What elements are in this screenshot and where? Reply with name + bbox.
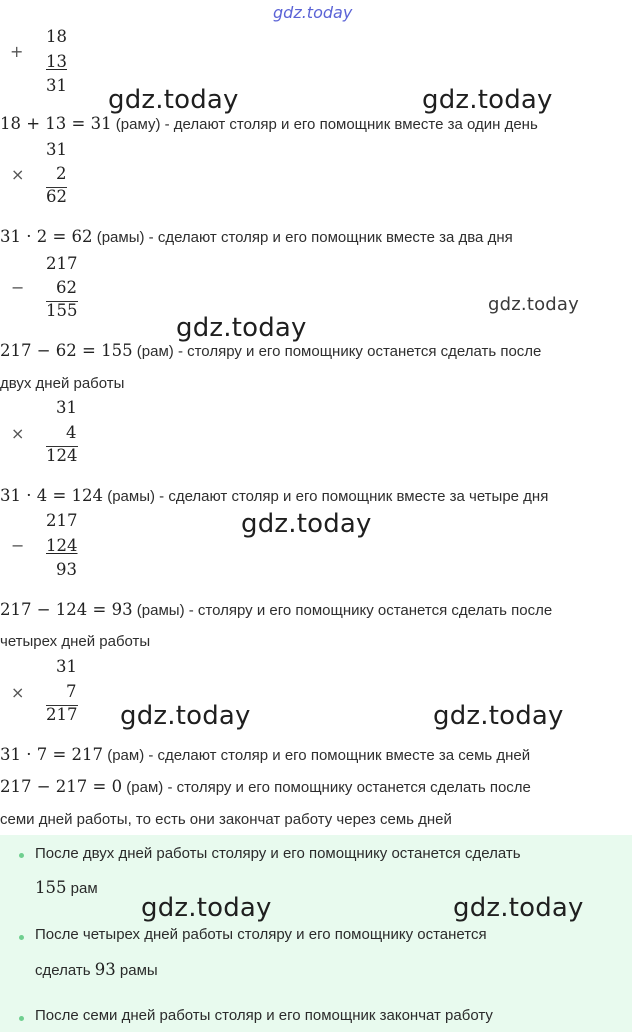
solution-line-6 bbox=[0, 745, 530, 765]
multiplier: 4 bbox=[66, 423, 77, 442]
answer-item-1-continued bbox=[35, 878, 98, 898]
watermark: gdz.today bbox=[453, 893, 584, 923]
solution-line-1 bbox=[0, 114, 538, 134]
solution-line-2 bbox=[0, 227, 513, 247]
explanation: (рам) - столяру и его помощнику останется сделать после bbox=[122, 779, 531, 796]
watermark: gdz.today bbox=[422, 85, 553, 115]
difference-result: 93 bbox=[56, 560, 77, 579]
watermark: gdz.today bbox=[141, 893, 272, 923]
equation: 217 − 124 = 93 bbox=[0, 600, 133, 619]
watermark: gdz.today bbox=[241, 509, 372, 539]
equation: 217 − 62 = 155 bbox=[0, 341, 133, 360]
solution-line-7 bbox=[0, 777, 531, 797]
answer-prefix: сделать bbox=[35, 962, 95, 979]
top-watermark: gdz.today bbox=[273, 3, 353, 22]
solution-line-3 bbox=[0, 341, 541, 361]
answer-item-2-continued bbox=[35, 960, 158, 980]
solution-line-3-continued: двух дней работы bbox=[0, 375, 125, 392]
minuend: 217 bbox=[46, 511, 78, 530]
multiplicand: 31 bbox=[56, 657, 77, 676]
equation: 31 · 4 = 124 bbox=[0, 486, 104, 505]
multiplicand: 31 bbox=[56, 398, 77, 417]
answer-item-1: После двух дней работы столяру и его помощнику останется сделать bbox=[35, 845, 521, 862]
answer-unit: рам bbox=[66, 880, 98, 897]
watermark: gdz.today bbox=[488, 294, 580, 315]
bullet-icon bbox=[19, 935, 24, 940]
plus-operator: + bbox=[10, 42, 24, 61]
times-operator: × bbox=[11, 683, 25, 702]
addend-2: 13 bbox=[46, 52, 67, 71]
addend-1: 18 bbox=[46, 27, 67, 46]
solution-line-7-continued: семи дней работы, то есть они закончат работу через семь дней bbox=[0, 811, 452, 828]
subtrahend: 124 bbox=[46, 536, 78, 555]
answer-number: 93 bbox=[94, 960, 116, 979]
watermark: gdz.today bbox=[120, 701, 251, 731]
solution-line-5-continued: четырех дней работы bbox=[0, 633, 151, 650]
minus-operator: − bbox=[11, 278, 25, 297]
watermark: gdz.today bbox=[108, 85, 239, 115]
times-operator: × bbox=[11, 424, 25, 443]
multiplicand: 31 bbox=[46, 140, 67, 159]
times-operator: × bbox=[11, 165, 25, 184]
explanation: (раму) - делают столяр и его помощник вместе за один день bbox=[111, 116, 538, 133]
difference-result: 155 bbox=[46, 301, 78, 320]
product-result: 62 bbox=[46, 187, 67, 206]
multiplier: 2 bbox=[56, 164, 67, 183]
explanation: (рамы) - столяру и его помощнику останется сделать после bbox=[132, 602, 553, 619]
multiplier: 7 bbox=[66, 682, 77, 701]
equation: 217 − 217 = 0 bbox=[0, 777, 123, 796]
solution-line-5 bbox=[0, 600, 552, 620]
bullet-icon bbox=[19, 853, 24, 858]
subtrahend: 62 bbox=[56, 278, 77, 297]
bullet-icon bbox=[19, 1016, 24, 1021]
answer-number: 155 bbox=[35, 878, 67, 897]
watermark: gdz.today bbox=[176, 313, 307, 343]
solution-line-4 bbox=[0, 486, 548, 506]
minuend: 217 bbox=[46, 254, 78, 273]
equation: 18 + 13 = 31 bbox=[0, 114, 112, 133]
equation: 31 · 7 = 217 bbox=[0, 745, 104, 764]
sum-result: 31 bbox=[46, 76, 67, 95]
answer-item-3: После семи дней работы столяр и его помощник закончат работу bbox=[35, 1007, 493, 1024]
explanation: (рам) - сделают столяр и его помощник вместе за семь дней bbox=[103, 747, 531, 764]
explanation: (рам) - столяру и его помощнику останется сделать после bbox=[132, 343, 542, 360]
explanation: (рамы) - сделают столяр и его помощник вместе за четыре дня bbox=[103, 488, 549, 505]
explanation: (рамы) - сделают столяр и его помощник вместе за два дня bbox=[92, 229, 513, 246]
watermark: gdz.today bbox=[433, 701, 564, 731]
product-result: 217 bbox=[46, 705, 78, 724]
equation: 31 · 2 = 62 bbox=[0, 227, 93, 246]
product-result: 124 bbox=[46, 446, 78, 465]
answer-item-2: После четырех дней работы столяру и его помощнику останется bbox=[35, 926, 487, 943]
minus-operator: − bbox=[11, 536, 25, 555]
answer-unit: рамы bbox=[115, 962, 158, 979]
